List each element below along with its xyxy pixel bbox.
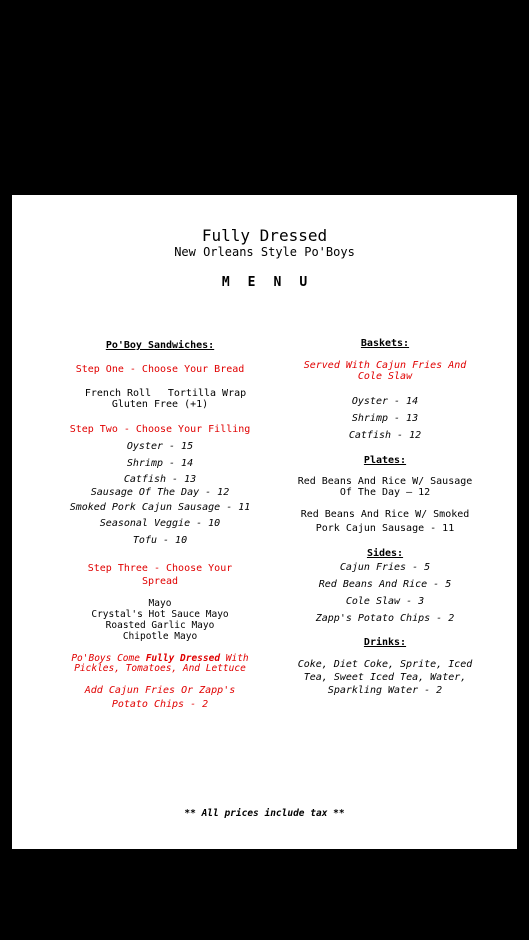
side-item: Zapp's Potato Chips - 2 bbox=[315, 613, 455, 624]
addon-note-line2: Potato Chips - 2 bbox=[111, 699, 209, 710]
basket-item: Catfish - 12 bbox=[348, 430, 422, 441]
filling-item: Catfish - 13 bbox=[123, 474, 197, 485]
spread-item: Chipotle Mayo bbox=[122, 631, 198, 642]
bread-french-roll: French Roll bbox=[84, 388, 152, 399]
menu-page bbox=[12, 195, 517, 849]
drinks-line3: Sparkling Water - 2 bbox=[327, 685, 443, 696]
plate2-line1: Red Beans And Rice W/ Smoked bbox=[300, 509, 470, 520]
step-three-label-line1: Step Three - Choose Your bbox=[87, 563, 233, 574]
filling-item: Shrimp - 14 bbox=[126, 458, 194, 469]
fully-dressed-note-line1: Po'Boys Come Fully Dressed With bbox=[71, 653, 249, 664]
restaurant-subtitle: New Orleans Style Po'Boys bbox=[174, 245, 355, 259]
basket-item: Shrimp - 13 bbox=[351, 413, 419, 424]
spread-item: Crystal's Hot Sauce Mayo bbox=[91, 609, 229, 620]
filling-item: Tofu - 10 bbox=[132, 535, 188, 546]
poboy-sandwiches-heading: Po'Boy Sandwiches: bbox=[105, 340, 215, 351]
step-two-label: Step Two - Choose Your Filling bbox=[69, 424, 251, 435]
plates-heading: Plates: bbox=[363, 455, 407, 466]
baskets-heading: Baskets: bbox=[360, 338, 410, 349]
step-three-label-line2: Spread bbox=[141, 576, 179, 587]
side-item: Red Beans And Rice - 5 bbox=[318, 579, 452, 590]
step-one-label: Step One - Choose Your Bread bbox=[75, 364, 245, 375]
restaurant-title: Fully Dressed bbox=[201, 226, 328, 245]
baskets-note-line1: Served With Cajun Fries And bbox=[303, 360, 467, 371]
filling-item: Oyster - 15 bbox=[126, 441, 194, 452]
spread-item: Roasted Garlic Mayo bbox=[105, 620, 215, 631]
menu-heading: MENU bbox=[221, 275, 326, 290]
drinks-line1: Coke, Diet Coke, Sprite, Iced bbox=[297, 659, 473, 670]
filling-item: Smoked Pork Cajun Sausage - 11 bbox=[69, 502, 251, 513]
drinks-heading: Drinks: bbox=[363, 637, 407, 648]
plate1-line1: Red Beans And Rice W/ Sausage bbox=[297, 476, 473, 487]
side-item: Cole Slaw - 3 bbox=[345, 596, 425, 607]
basket-item: Oyster - 14 bbox=[351, 396, 419, 407]
filling-item: Seasonal Veggie - 10 bbox=[99, 518, 221, 529]
tax-footer-note: ** All prices include tax ** bbox=[184, 808, 345, 819]
side-item: Cajun Fries - 5 bbox=[339, 562, 431, 573]
bread-tortilla-wrap: Tortilla Wrap bbox=[167, 388, 247, 399]
sides-heading: Sides: bbox=[366, 548, 404, 559]
filling-item: Sausage Of The Day - 12 bbox=[90, 487, 230, 498]
plate1-line2: Of The Day — 12 bbox=[339, 487, 431, 498]
baskets-note-line2: Cole Slaw bbox=[357, 371, 413, 382]
spread-item: Mayo bbox=[148, 598, 172, 609]
bread-gluten-free: Gluten Free (+1) bbox=[111, 399, 209, 410]
plate2-line2: Pork Cajun Sausage - 11 bbox=[315, 523, 455, 534]
addon-note-line1: Add Cajun Fries Or Zapp's bbox=[84, 685, 236, 696]
fully-dressed-note-line2: Pickles, Tomatoes, And Lettuce bbox=[74, 663, 246, 674]
drinks-line2: Tea, Sweet Iced Tea, Water, bbox=[303, 672, 467, 683]
